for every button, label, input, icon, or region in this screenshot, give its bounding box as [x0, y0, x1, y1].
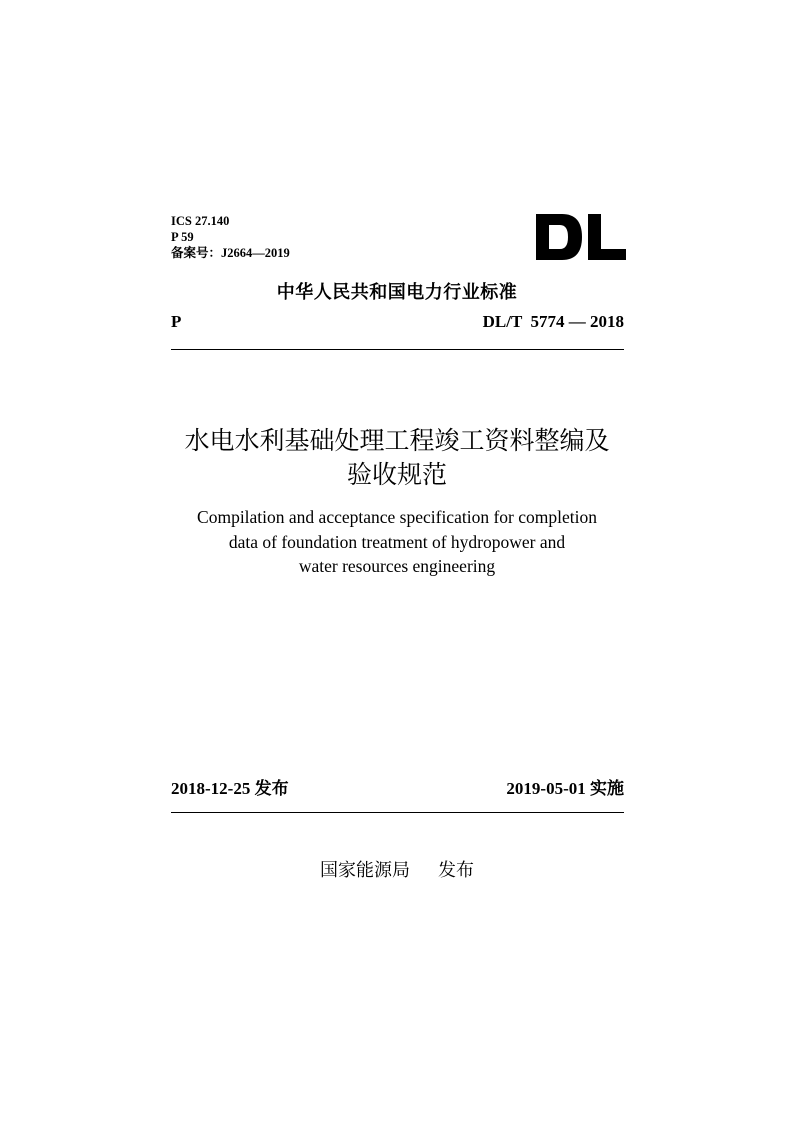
- publisher-label: 发布: [438, 860, 474, 881]
- standard-code: DL/T 5774 — 2018: [482, 312, 624, 331]
- implement-date-value: 2019-05-01: [506, 779, 586, 798]
- top-divider: [171, 349, 624, 350]
- ics-code: ICS 27.140: [171, 214, 230, 228]
- classification-code: P 59: [171, 229, 194, 244]
- dl-logo: [536, 214, 626, 260]
- title-zh-line-2: 验收规范: [346, 460, 447, 489]
- record-number-value: J2664—2019: [221, 246, 290, 260]
- bottom-divider: [171, 812, 624, 813]
- title-zh-line-1: 水电水利基础处理工程竣工资料整编及: [184, 426, 610, 455]
- implement-label: 实施: [590, 779, 624, 799]
- title-en-line-1: Compilation and acceptance specification for completion: [197, 507, 597, 527]
- standard-name: 中华人民共和国电力行业标准: [276, 282, 518, 303]
- issue-date: [171, 774, 289, 799]
- issue-label: 发布: [254, 779, 289, 799]
- publisher-name: 国家能源局: [320, 860, 410, 881]
- title-en-line-3: water resources engineering: [298, 556, 496, 576]
- title-english: [0, 505, 794, 579]
- title-en-line-2: data of foundation treatment of hydropower and: [228, 531, 566, 552]
- implement-date: [506, 774, 624, 799]
- record-number: [171, 245, 290, 262]
- document-metadata: [171, 214, 290, 262]
- publisher: [0, 856, 794, 882]
- issue-date-value: 2018-12-25: [171, 779, 251, 798]
- category-code: P: [171, 312, 182, 331]
- record-label: 备案号：: [171, 245, 222, 260]
